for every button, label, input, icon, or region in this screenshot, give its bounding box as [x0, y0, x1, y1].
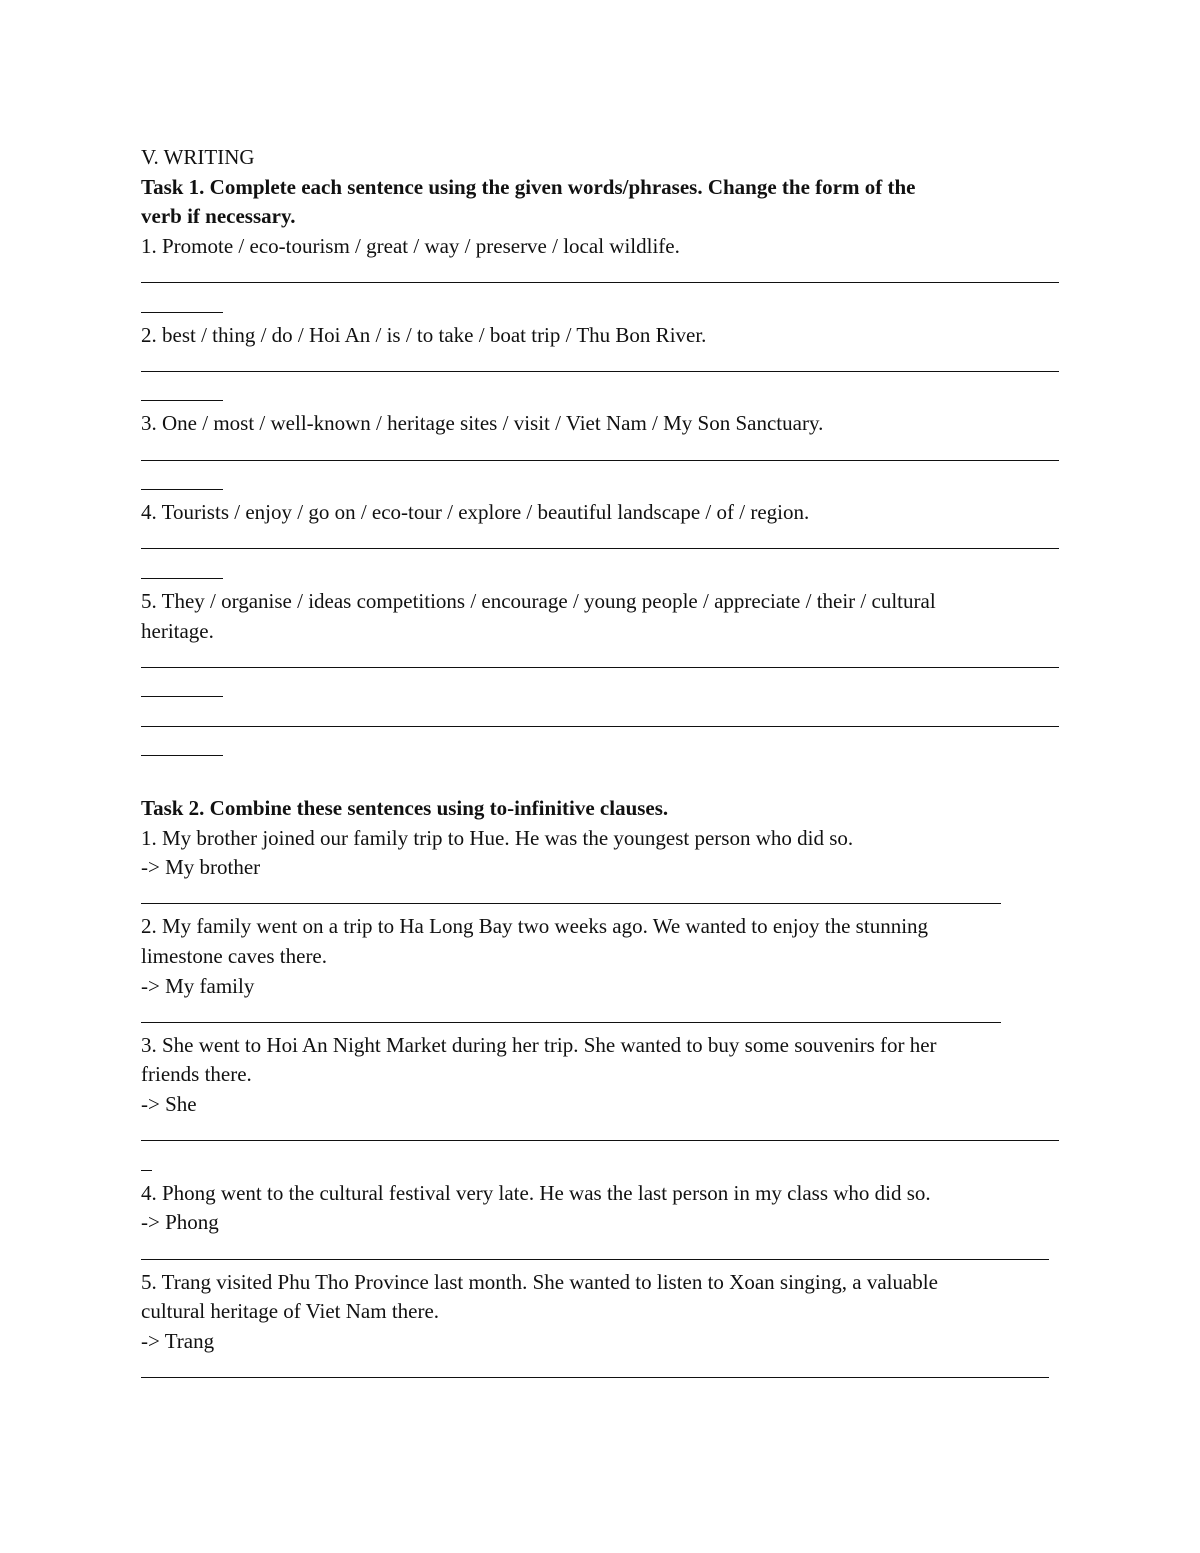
task2-item-3-cont: friends there.	[141, 1062, 252, 1087]
section-title: V. WRITING	[141, 145, 255, 169]
answer-line[interactable]	[141, 1120, 1061, 1150]
task2-instruction: Task 2. Combine these sentences using to-infinitive clauses.	[141, 796, 669, 821]
answer-line-continuation[interactable]	[141, 557, 1061, 587]
answer-line-continuation[interactable]	[141, 380, 1061, 410]
task2-item-3: 3. She went to Hoi An Night Market during her trip. She wanted to buy some souvenirs for her	[141, 1032, 937, 1057]
answer-line[interactable]	[141, 261, 1061, 291]
answer-line-continuation[interactable]	[141, 291, 1061, 321]
answer-line[interactable]	[141, 1238, 1061, 1268]
answer-line-continuation[interactable]	[141, 735, 1061, 765]
answer-line[interactable]	[141, 883, 1061, 913]
task2-item-2: 2. My family went on a trip to Ha Long Bay two weeks ago. We wanted to enjoy the stunning	[141, 914, 929, 939]
task1-item-2: 2. best / thing / do / Hoi An / is / to take / boat trip / Thu Bon River.	[141, 322, 707, 347]
task1-item-3: 3. One / most / well-known / heritage sites / visit / Viet Nam / My Son Sanctuary.	[141, 411, 824, 436]
task2-item-5-cont: cultural heritage of Viet Nam there.	[141, 1299, 440, 1324]
task2-item-5: 5. Trang visited Phu Tho Province last month. She wanted to listen to Xoan singing, a valuable	[141, 1269, 938, 1294]
answer-line[interactable]	[141, 705, 1061, 735]
task1-item-5-cont: heritage.	[141, 618, 214, 643]
worksheet-content	[141, 143, 1061, 1386]
task2-item-1: 1. My brother joined our family trip to Hue. He was the youngest person who did so.	[141, 825, 854, 850]
answer-line[interactable]	[141, 350, 1061, 380]
answer-line[interactable]	[141, 1356, 1061, 1386]
task2-item-4-prompt: -> Phong	[141, 1210, 219, 1235]
task1-item-4: 4. Tourists / enjoy / go on / eco-tour / explore / beautiful landscape / of / region.	[141, 500, 810, 525]
task2-item-2-cont: limestone caves there.	[141, 944, 328, 969]
answer-line[interactable]	[141, 528, 1061, 558]
answer-line-continuation[interactable]	[141, 676, 1061, 706]
task2-item-5-prompt: -> Trang	[141, 1328, 215, 1353]
answer-line-continuation[interactable]	[141, 1149, 1061, 1179]
task1-item-5: 5. They / organise / ideas competitions / encourage / young people / appreciate / their / cultural	[141, 588, 936, 613]
answer-line-continuation[interactable]	[141, 469, 1061, 499]
task2-item-2-prompt: -> My family	[141, 973, 255, 998]
section-spacer	[141, 764, 1061, 794]
task2-item-4: 4. Phong went to the cultural festival very late. He was the last person in my class who did so.	[141, 1180, 931, 1205]
task2-item-1-prompt: -> My brother	[141, 855, 261, 880]
answer-line[interactable]	[141, 646, 1061, 676]
task2-item-3-prompt: -> She	[141, 1092, 197, 1116]
task1-instruction-cont: verb if necessary.	[141, 204, 296, 229]
answer-line[interactable]	[141, 1001, 1061, 1031]
answer-line[interactable]	[141, 439, 1061, 469]
task1-instruction: Task 1. Complete each sentence using the given words/phrases. Change the form of the	[141, 174, 916, 199]
task1-item-1: 1. Promote / eco-tourism / great / way / preserve / local wildlife.	[141, 233, 680, 258]
